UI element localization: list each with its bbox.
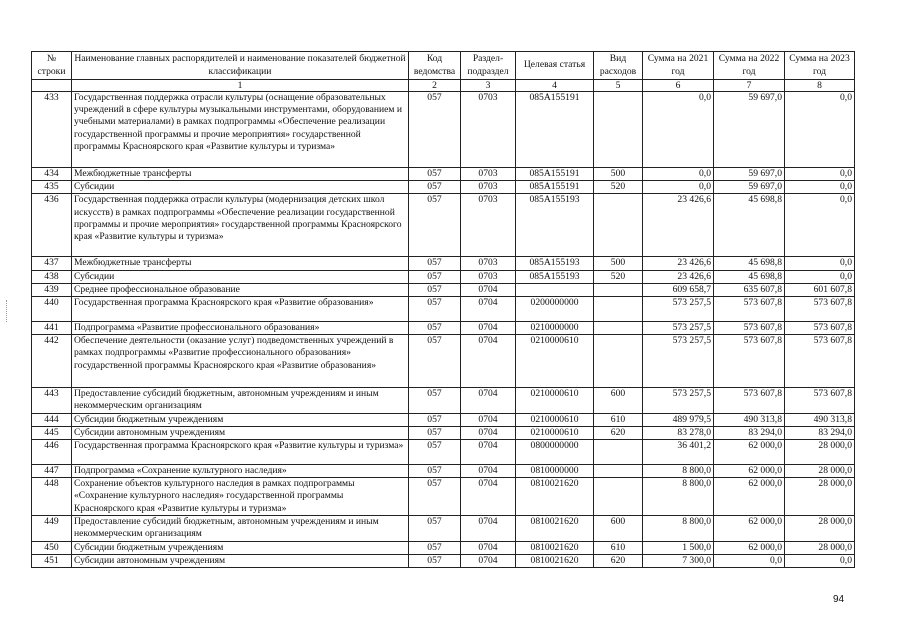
target-item: 0810000000 bbox=[516, 465, 594, 478]
expense-type: 500 bbox=[594, 257, 643, 270]
department-code: 057 bbox=[409, 335, 461, 388]
sum-2021: 36 401,2 bbox=[643, 440, 714, 465]
sum-2021: 609 658,7 bbox=[643, 283, 714, 296]
header-sum-2022: Сумма на 2022 год bbox=[714, 52, 785, 80]
sum-2023: 0,0 bbox=[785, 194, 855, 257]
table-row bbox=[32, 413, 855, 426]
sum-2022: 62 000,0 bbox=[714, 516, 785, 541]
row-name: Субсидии бюджетным учреждениям bbox=[72, 541, 409, 554]
sum-2022: 59 697,0 bbox=[714, 168, 785, 181]
sum-2021: 1 500,0 bbox=[643, 541, 714, 554]
column-index: 8 bbox=[785, 80, 855, 92]
row-number: 435 bbox=[32, 181, 72, 194]
sum-2022: 573 607,8 bbox=[714, 335, 785, 388]
column-index: 2 bbox=[409, 80, 461, 92]
row-name: Государственная поддержка отрасли культуры (оснащение образовательных учреждений в сфере культуры музыкальными инструментами, оборудованием и учебными материалами) в рамках подпрограммы «Обеспечение реализации государственной программы и прочие мероприятия» государственной программы Красноярского края «Развитие культуры и туризма» bbox=[72, 92, 409, 168]
department-code: 057 bbox=[409, 413, 461, 426]
sum-2023: 601 607,8 bbox=[785, 283, 855, 296]
row-number: 445 bbox=[32, 426, 72, 439]
sum-2022: 635 607,8 bbox=[714, 283, 785, 296]
scan-artifact bbox=[6, 300, 8, 322]
target-item: 085A155193 bbox=[516, 270, 594, 283]
row-number: 448 bbox=[32, 478, 72, 516]
target-item bbox=[516, 283, 594, 296]
row-name: Предоставление субсидий бюджетным, автономным учреждениям и иным некоммерческим организациям bbox=[72, 388, 409, 413]
target-item: 085A155193 bbox=[516, 194, 594, 257]
expense-type: 610 bbox=[594, 541, 643, 554]
sum-2021: 0,0 bbox=[643, 92, 714, 168]
sum-2023: 0,0 bbox=[785, 181, 855, 194]
row-number: 434 bbox=[32, 168, 72, 181]
sum-2022: 59 697,0 bbox=[714, 92, 785, 168]
sum-2021: 0,0 bbox=[643, 168, 714, 181]
column-index: 4 bbox=[516, 80, 594, 92]
sum-2023: 83 294,0 bbox=[785, 426, 855, 439]
sum-2022: 45 698,8 bbox=[714, 194, 785, 257]
header-sum-2021: Сумма на 2021 год bbox=[643, 52, 714, 80]
department-code: 057 bbox=[409, 168, 461, 181]
sum-2021: 8 800,0 bbox=[643, 465, 714, 478]
row-number: 438 bbox=[32, 270, 72, 283]
section-code: 0703 bbox=[461, 92, 516, 168]
section-code: 0704 bbox=[461, 541, 516, 554]
expense-type: 500 bbox=[594, 168, 643, 181]
table-row bbox=[32, 257, 855, 270]
section-code: 0704 bbox=[461, 426, 516, 439]
row-number: 439 bbox=[32, 283, 72, 296]
section-code: 0704 bbox=[461, 478, 516, 516]
section-code: 0703 bbox=[461, 270, 516, 283]
row-number: 447 bbox=[32, 465, 72, 478]
table-row bbox=[32, 426, 855, 439]
expense-type bbox=[594, 465, 643, 478]
section-code: 0704 bbox=[461, 283, 516, 296]
department-code: 057 bbox=[409, 270, 461, 283]
sum-2022: 62 000,0 bbox=[714, 541, 785, 554]
target-item: 0210000610 bbox=[516, 388, 594, 413]
sum-2023: 0,0 bbox=[785, 92, 855, 168]
row-name: Субсидии автономным учреждениям bbox=[72, 426, 409, 439]
sum-2023: 28 000,0 bbox=[785, 478, 855, 516]
target-item: 0810021620 bbox=[516, 541, 594, 554]
sum-2022: 45 698,8 bbox=[714, 257, 785, 270]
row-number: 433 bbox=[32, 92, 72, 168]
table-row bbox=[32, 168, 855, 181]
table-row bbox=[32, 478, 855, 516]
table-row bbox=[32, 270, 855, 283]
row-name: Государственная программа Красноярского края «Развитие образования» bbox=[72, 297, 409, 322]
row-number: 449 bbox=[32, 516, 72, 541]
expense-type: 620 bbox=[594, 426, 643, 439]
department-code: 057 bbox=[409, 478, 461, 516]
target-item: 0800000000 bbox=[516, 440, 594, 465]
section-code: 0704 bbox=[461, 388, 516, 413]
header-row-number: № строки bbox=[32, 52, 72, 80]
row-number: 440 bbox=[32, 297, 72, 322]
department-code: 057 bbox=[409, 554, 461, 567]
row-name: Государственная поддержка отрасли культуры (модернизация детских школ искусств) в рамках подпрограммы «Обеспечение реализации государственной программы и прочие мероприятия» государственной программы Красноярского края «Развитие культуры и туризма» bbox=[72, 194, 409, 257]
department-code: 057 bbox=[409, 194, 461, 257]
sum-2021: 573 257,5 bbox=[643, 297, 714, 322]
column-index: 7 bbox=[714, 80, 785, 92]
sum-2022: 490 313,8 bbox=[714, 413, 785, 426]
expense-type bbox=[594, 283, 643, 296]
column-index bbox=[32, 80, 72, 92]
sum-2022: 62 000,0 bbox=[714, 465, 785, 478]
target-item: 0200000000 bbox=[516, 297, 594, 322]
section-code: 0703 bbox=[461, 181, 516, 194]
department-code: 057 bbox=[409, 283, 461, 296]
sum-2022: 573 607,8 bbox=[714, 297, 785, 322]
section-code: 0704 bbox=[461, 322, 516, 335]
row-name: Межбюджетные трансферты bbox=[72, 257, 409, 270]
department-code: 057 bbox=[409, 516, 461, 541]
department-code: 057 bbox=[409, 322, 461, 335]
table-row bbox=[32, 92, 855, 168]
sum-2023: 490 313,8 bbox=[785, 413, 855, 426]
sum-2021: 0,0 bbox=[643, 181, 714, 194]
section-code: 0704 bbox=[461, 554, 516, 567]
table-row bbox=[32, 297, 855, 322]
sum-2023: 28 000,0 bbox=[785, 465, 855, 478]
department-code: 057 bbox=[409, 181, 461, 194]
row-number: 436 bbox=[32, 194, 72, 257]
target-item: 0210000610 bbox=[516, 413, 594, 426]
department-code: 057 bbox=[409, 388, 461, 413]
department-code: 057 bbox=[409, 92, 461, 168]
department-code: 057 bbox=[409, 465, 461, 478]
row-number: 443 bbox=[32, 388, 72, 413]
header-row bbox=[32, 52, 855, 80]
column-index: 3 bbox=[461, 80, 516, 92]
header-expense-type: Вид расходов bbox=[594, 52, 643, 80]
section-code: 0704 bbox=[461, 516, 516, 541]
department-code: 057 bbox=[409, 257, 461, 270]
department-code: 057 bbox=[409, 440, 461, 465]
department-code: 057 bbox=[409, 541, 461, 554]
table-row bbox=[32, 541, 855, 554]
sum-2023: 573 607,8 bbox=[785, 322, 855, 335]
sum-2022: 59 697,0 bbox=[714, 181, 785, 194]
expense-type: 620 bbox=[594, 554, 643, 567]
row-name: Подпрограмма «Сохранение культурного наследия» bbox=[72, 465, 409, 478]
sum-2022: 62 000,0 bbox=[714, 478, 785, 516]
sum-2021: 573 257,5 bbox=[643, 322, 714, 335]
target-item: 085A155191 bbox=[516, 168, 594, 181]
sum-2023: 28 000,0 bbox=[785, 541, 855, 554]
table-row bbox=[32, 322, 855, 335]
sum-2021: 573 257,5 bbox=[643, 335, 714, 388]
section-code: 0703 bbox=[461, 257, 516, 270]
column-index: 5 bbox=[594, 80, 643, 92]
row-name: Среднее профессиональное образование bbox=[72, 283, 409, 296]
row-name: Межбюджетные трансферты bbox=[72, 168, 409, 181]
row-name: Обеспечение деятельности (оказание услуг) подведомственных учреждений в рамках подпрограммы «Развитие профессионального образования» государственной программы Красноярского края «Развитие образования» bbox=[72, 335, 409, 388]
target-item: 0210000610 bbox=[516, 335, 594, 388]
table-body bbox=[32, 92, 855, 568]
department-code: 057 bbox=[409, 297, 461, 322]
sum-2023: 0,0 bbox=[785, 168, 855, 181]
row-number: 441 bbox=[32, 322, 72, 335]
header-sum-2023: Сумма на 2023 год bbox=[785, 52, 855, 80]
row-name: Субсидии бюджетным учреждениям bbox=[72, 413, 409, 426]
table-row bbox=[32, 283, 855, 296]
expense-type: 610 bbox=[594, 413, 643, 426]
budget-table bbox=[31, 51, 855, 568]
sum-2023: 573 607,8 bbox=[785, 388, 855, 413]
sum-2023: 0,0 bbox=[785, 257, 855, 270]
target-item: 0810021620 bbox=[516, 478, 594, 516]
sum-2021: 23 426,6 bbox=[643, 194, 714, 257]
sum-2023: 0,0 bbox=[785, 554, 855, 567]
row-number: 437 bbox=[32, 257, 72, 270]
row-number: 451 bbox=[32, 554, 72, 567]
header-section: Раздел-подраздел bbox=[461, 52, 516, 80]
sum-2023: 0,0 bbox=[785, 270, 855, 283]
expense-type bbox=[594, 440, 643, 465]
table-row bbox=[32, 516, 855, 541]
section-code: 0703 bbox=[461, 168, 516, 181]
page-number: 94 bbox=[833, 594, 845, 605]
table-row bbox=[32, 440, 855, 465]
sum-2022: 45 698,8 bbox=[714, 270, 785, 283]
target-item: 085A155191 bbox=[516, 181, 594, 194]
expense-type: 600 bbox=[594, 388, 643, 413]
sum-2021: 83 278,0 bbox=[643, 426, 714, 439]
expense-type bbox=[594, 478, 643, 516]
target-item: 085A155191 bbox=[516, 92, 594, 168]
department-code: 057 bbox=[409, 426, 461, 439]
section-code: 0704 bbox=[461, 440, 516, 465]
column-index: 6 bbox=[643, 80, 714, 92]
row-name: Субсидии bbox=[72, 181, 409, 194]
header-target-item: Целевая статья bbox=[516, 52, 594, 80]
sum-2023: 28 000,0 bbox=[785, 440, 855, 465]
sum-2023: 28 000,0 bbox=[785, 516, 855, 541]
section-code: 0704 bbox=[461, 335, 516, 388]
target-item: 085A155193 bbox=[516, 257, 594, 270]
target-item: 0810021620 bbox=[516, 554, 594, 567]
row-name: Субсидии bbox=[72, 270, 409, 283]
sum-2021: 8 800,0 bbox=[643, 516, 714, 541]
section-code: 0704 bbox=[461, 413, 516, 426]
sum-2022: 62 000,0 bbox=[714, 440, 785, 465]
header-name: Наименование главных распорядителей и наименование показателей бюджетной классификации bbox=[72, 52, 409, 80]
header-department-code: Код ведомства bbox=[409, 52, 461, 80]
section-code: 0704 bbox=[461, 465, 516, 478]
expense-type bbox=[594, 297, 643, 322]
sum-2021: 489 979,5 bbox=[643, 413, 714, 426]
sum-2023: 573 607,8 bbox=[785, 335, 855, 388]
row-name: Подпрограмма «Развитие профессионального образования» bbox=[72, 322, 409, 335]
sum-2022: 573 607,8 bbox=[714, 322, 785, 335]
row-number: 444 bbox=[32, 413, 72, 426]
row-name: Государственная программа Красноярского края «Развитие культуры и туризма» bbox=[72, 440, 409, 465]
sum-2021: 8 800,0 bbox=[643, 478, 714, 516]
table-row bbox=[32, 554, 855, 567]
sum-2021: 23 426,6 bbox=[643, 270, 714, 283]
table-row bbox=[32, 388, 855, 413]
expense-type bbox=[594, 322, 643, 335]
row-number: 446 bbox=[32, 440, 72, 465]
row-name: Субсидии автономным учреждениям bbox=[72, 554, 409, 567]
expense-type bbox=[594, 92, 643, 168]
expense-type bbox=[594, 194, 643, 257]
row-number: 442 bbox=[32, 335, 72, 388]
expense-type bbox=[594, 335, 643, 388]
expense-type: 520 bbox=[594, 181, 643, 194]
section-code: 0704 bbox=[461, 297, 516, 322]
table-row bbox=[32, 194, 855, 257]
sum-2022: 0,0 bbox=[714, 554, 785, 567]
target-item: 0210000610 bbox=[516, 426, 594, 439]
sum-2021: 23 426,6 bbox=[643, 257, 714, 270]
expense-type: 520 bbox=[594, 270, 643, 283]
target-item: 0210000000 bbox=[516, 322, 594, 335]
expense-type: 600 bbox=[594, 516, 643, 541]
table-row bbox=[32, 465, 855, 478]
row-name: Сохранение объектов культурного наследия в рамках подпрограммы «Сохранение культурного наследия» государственной программы Красноярского края «Развитие культуры и туризма» bbox=[72, 478, 409, 516]
sum-2021: 573 257,5 bbox=[643, 388, 714, 413]
column-index-row bbox=[32, 80, 855, 92]
sum-2022: 83 294,0 bbox=[714, 426, 785, 439]
sum-2021: 7 300,0 bbox=[643, 554, 714, 567]
table-row bbox=[32, 181, 855, 194]
target-item: 0810021620 bbox=[516, 516, 594, 541]
sum-2022: 573 607,8 bbox=[714, 388, 785, 413]
table-row bbox=[32, 335, 855, 388]
row-number: 450 bbox=[32, 541, 72, 554]
sum-2023: 573 607,8 bbox=[785, 297, 855, 322]
column-index: 1 bbox=[72, 80, 409, 92]
row-name: Предоставление субсидий бюджетным, автономным учреждениям и иным некоммерческим организациям bbox=[72, 516, 409, 541]
section-code: 0703 bbox=[461, 194, 516, 257]
